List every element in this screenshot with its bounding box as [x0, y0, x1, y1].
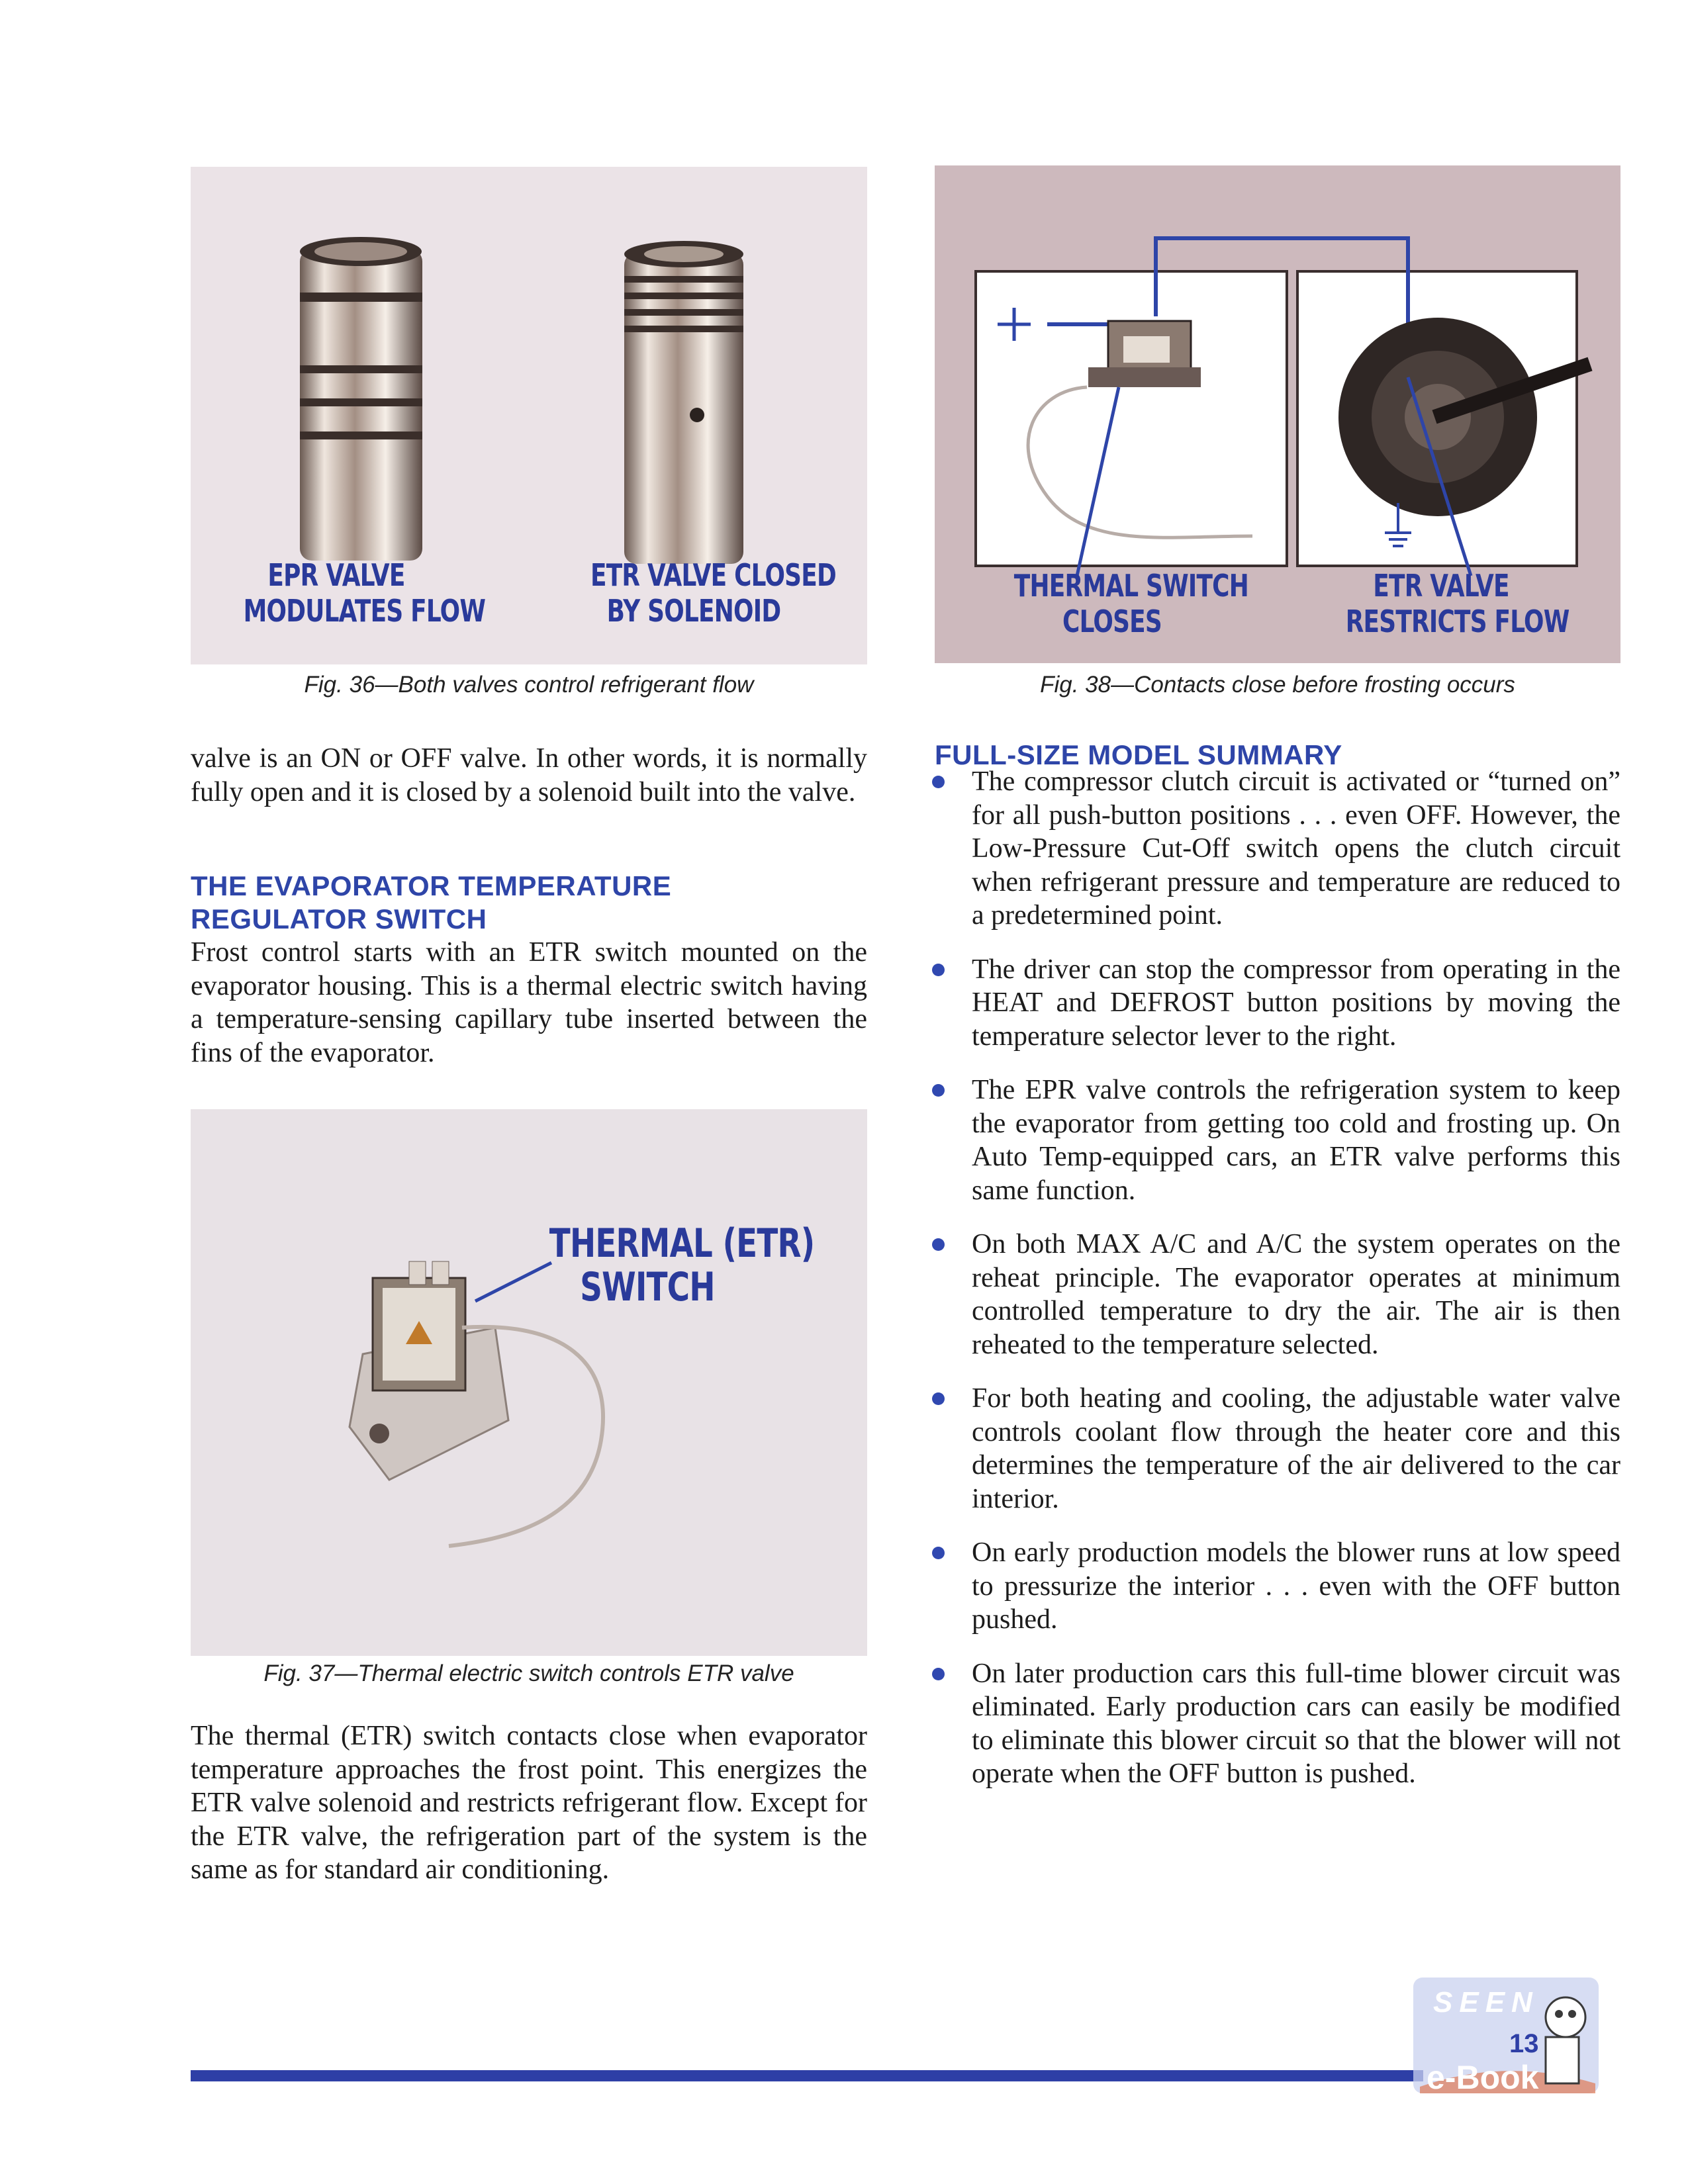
fig38-label-thermal-switch: THERMAL SWITCH CLOSES	[1013, 568, 1248, 639]
fig36-label-epr: EPR VALVE MODULATES FLOW	[243, 557, 486, 629]
footer-rule	[191, 2070, 1423, 2081]
evaporator-switch-heading: THE EVAPORATOR TEMPERATURE REGULATOR SWITCH	[191, 870, 672, 934]
list-item: The driver can stop the compressor from operating in the HEAT and DEFROST button positions by moving the temperature selector lever to the right.	[924, 953, 1620, 1054]
bullet-icon	[932, 964, 945, 976]
watermark-logo	[1407, 1971, 1605, 2103]
summary-bullet-list	[924, 765, 1620, 1811]
list-item: The compressor clutch circuit is activated or “turned on” for all push-button positions . . . even OFF. However, the Low-Pressure Cut-Off switch opens the clutch circuit when refrigerant pressure and temperature are reduced to a predetermined point.	[924, 765, 1620, 933]
list-item: On later production cars this full-time blower circuit was eliminated. Early production cars can easily be modified to eliminate this blower circuit so that the blower will not operate when the OFF button is pushed.	[924, 1657, 1620, 1791]
list-item: The EPR valve controls the refrigeration system to keep the evaporator from getting too cold and frosting up. On Auto Temp-equipped cars, an ETR valve performs this same function.	[924, 1073, 1620, 1207]
fig36-photo	[191, 167, 867, 664]
bullet-icon	[932, 1392, 945, 1405]
intro-paragraph: valve is an ON or OFF valve. In other words, it is normally fully open and it is closed by a solenoid built into the valve.	[191, 743, 867, 807]
fig37-photo	[191, 1109, 867, 1656]
bullet-icon	[932, 1084, 945, 1097]
page-number: 13	[1509, 2029, 1539, 2058]
list-item: On both MAX A/C and A/C the system operates on the reheat principle. The evaporator operates at minimum controlled temperature to dry the air. The air is then reheated to the temperature selected.	[924, 1228, 1620, 1361]
thermal-switch-illustration	[191, 1109, 867, 1656]
list-item: On early production models the blower runs at low speed to pressurize the interior . . . even with the OFF button pushed.	[924, 1536, 1620, 1637]
svg-text:SEEN: SEEN	[1433, 1986, 1539, 2019]
bullet-icon	[932, 1547, 945, 1559]
summary-heading: FULL-SIZE MODEL SUMMARY	[935, 739, 1342, 770]
fig38-photo	[935, 165, 1620, 663]
bullet-icon	[932, 1668, 945, 1680]
svg-text:e-Book: e-Book	[1427, 2059, 1539, 2096]
list-item: For both heating and cooling, the adjustable water valve controls coolant flow through the heater core and this determines the temperature of the air delivered to the car interior.	[924, 1382, 1620, 1516]
bullet-icon	[932, 776, 945, 788]
thermal-switch-paragraph: The thermal (ETR) switch contacts close when evaporator temperature approaches the frost point. This energizes the ETR valve solenoid and restricts refrigerant flow. Except for the ETR valve, the refrigeration part of the system is the same as for standard air conditioning.	[191, 1721, 867, 1885]
fig37-caption: Fig. 37—Thermal electric switch controls ETR valve	[263, 1661, 794, 1686]
etr-valve-body	[624, 253, 743, 564]
fig37-label-thermal-etr-switch: THERMAL (ETR) SWITCH	[549, 1220, 815, 1310]
mascot-logo-icon	[1407, 1971, 1605, 2103]
fig38-label-etr-valve: ETR VALVE RESTRICTS FLOW	[1345, 568, 1570, 639]
bullet-icon	[932, 1238, 945, 1251]
fig38-caption: Fig. 38—Contacts close before frosting occurs	[1040, 672, 1515, 698]
frost-control-paragraph: Frost control starts with an ETR switch mounted on the evaporator housing. This is a thermal electric switch having a temperature-sensing capillary tube inserted between the fins of the evaporator.	[191, 937, 867, 1068]
fig36-label-etr: ETR VALVE CLOSED BY SOLENOID	[590, 557, 836, 629]
fig36-caption: Fig. 36—Both valves control refrigerant flow	[304, 672, 754, 698]
